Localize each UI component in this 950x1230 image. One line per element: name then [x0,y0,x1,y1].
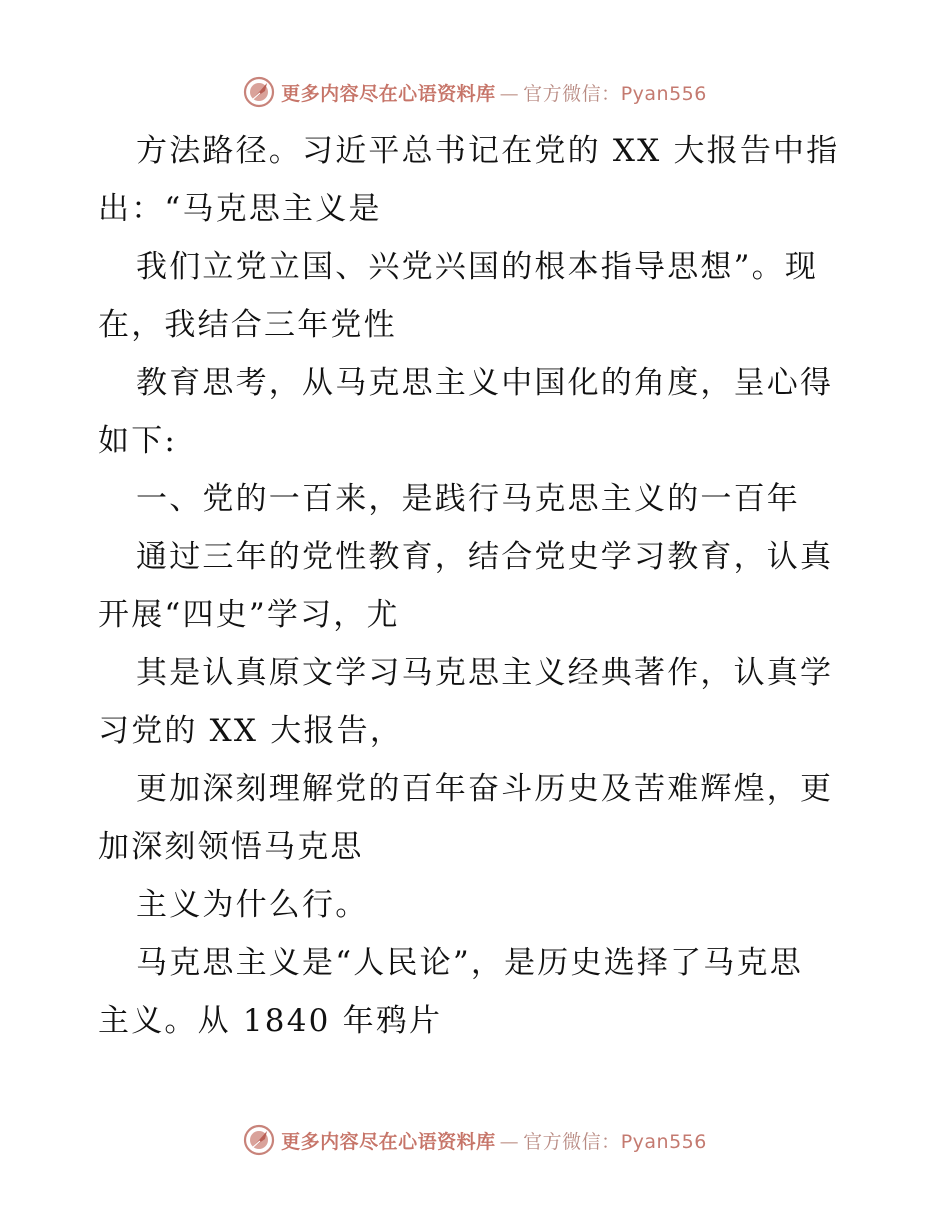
document-body [98,122,854,1050]
watermark-text [281,79,707,106]
section-heading: 一、党的一百来，是践行马克思主义的一百年 [136,481,800,517]
body-line: 我们立党立国、兴党兴国的根本指导思想”。现 [136,249,819,285]
body-line: 开展“四史”学习，尤 [98,597,400,633]
watermark-brand: 更多内容尽在心语资料库 [281,82,496,105]
watermark-label: 官方微信： [523,82,621,105]
body-line: 加深刻领悟马克思 [98,829,364,865]
body-line: 方法路径。习近平总书记在党的 XX 大报告中指 [136,133,840,169]
body-line: 马克思主义是“人民论”，是历史选择了马克思 [136,945,803,981]
body-line: 习党的 XX 大报告， [98,713,404,749]
body-line: 主义。从 1840 年鸦片 [98,1003,443,1039]
footer-watermark [0,1118,950,1162]
body-line: 如下: [98,423,178,459]
body-line: 教育思考，从马克思主义中国化的角度，呈心得 [136,365,834,401]
body-line: 更加深刻理解党的百年奋斗历史及苦难辉煌，更 [136,771,834,807]
watermark-separator: — [499,82,520,105]
watermark-label: 官方微信： [523,1130,621,1153]
watermark-brand: 更多内容尽在心语资料库 [281,1130,496,1153]
watermark-text [281,1127,707,1154]
watermark-separator: — [499,1130,520,1153]
body-line: 主义为什么行。 [136,887,369,923]
body-line: 出：“马克思主义是 [98,191,382,227]
quill-logo-icon [243,1124,275,1156]
body-line: 在，我结合三年党性 [98,307,397,343]
body-line: 通过三年的党性教育，结合党史学习教育，认真 [136,539,834,575]
header-watermark [0,70,950,114]
body-line: 其是认真原文学习马克思主义经典著作，认真学 [136,655,834,691]
watermark-id: Pyan556 [620,1130,707,1153]
quill-logo-icon [243,76,275,108]
watermark-id: Pyan556 [620,82,707,105]
